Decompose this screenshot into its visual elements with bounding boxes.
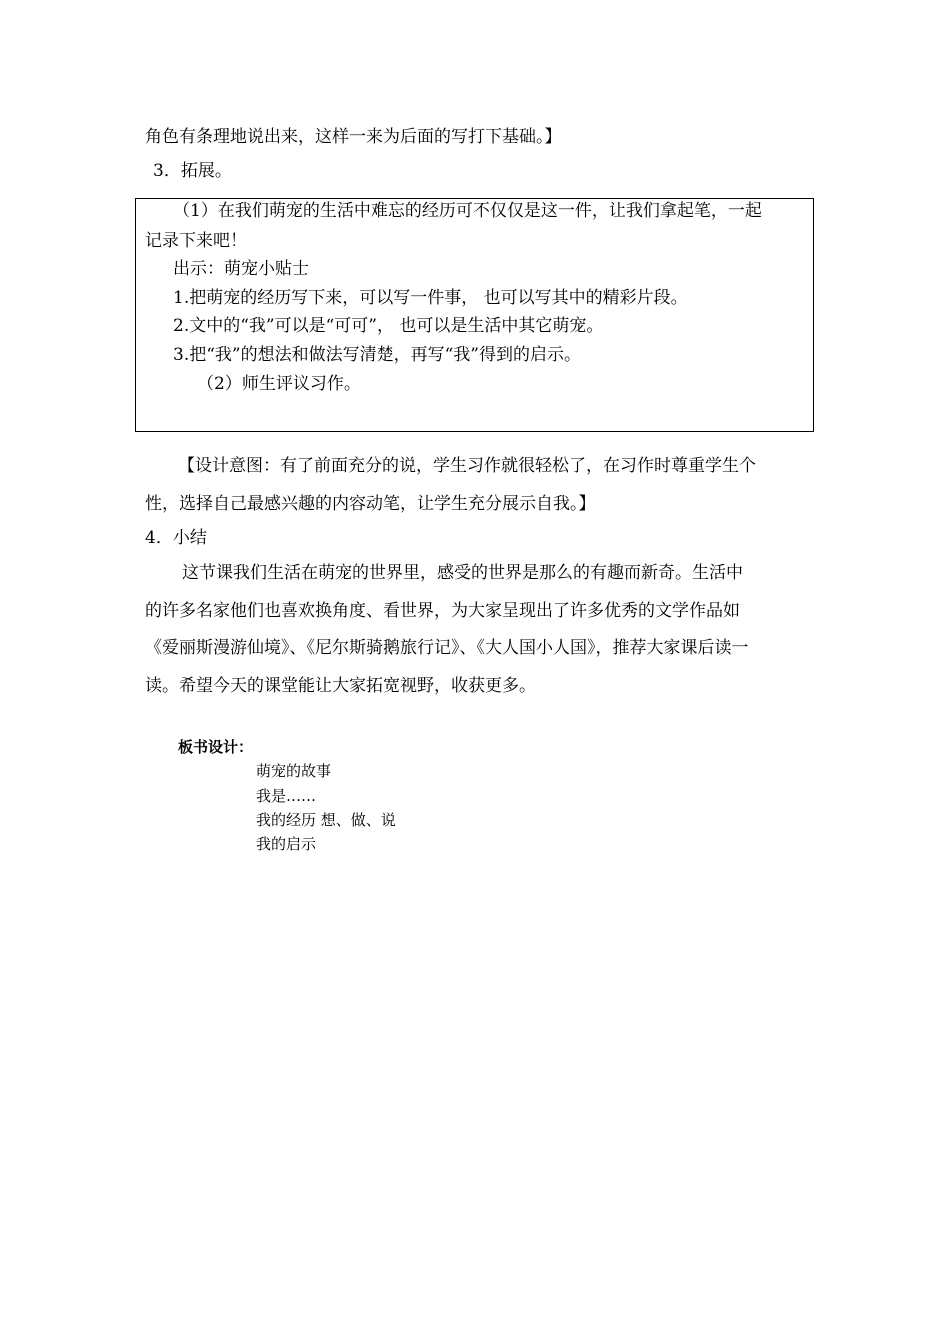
box-para1-line2: 记录下来吧！ — [145, 231, 247, 251]
box-tips-title: 出示：萌宠小贴士 — [173, 259, 309, 279]
box-tip-2: 2.文中的“我”可以是“可可”， 也可以是生活中其它萌宠。 — [173, 316, 604, 336]
box-tip-3: 3.把“我”的想法和做法写清楚，再写“我”得到的启示。 — [173, 345, 581, 365]
board-design-item: 我的启示 — [256, 835, 317, 853]
box-para2: （2）师生评议习作。 — [197, 374, 361, 394]
board-design-item: 我的经历 想、做、说 — [256, 811, 396, 829]
board-design-item: 我是…… — [256, 787, 317, 805]
box-para1-line1: （1）在我们萌宠的生活中难忘的经历可不仅仅是这一件，让我们拿起笔，一起 — [173, 201, 762, 221]
summary-line4: 读。希望今天的课堂能让大家拓宽视野，收获更多。 — [145, 676, 536, 696]
step3-heading: 3．拓展。 — [153, 161, 232, 181]
summary-line1: 这节课我们生活在萌宠的世界里，感受的世界是那么的有趣而新奇。生活中 — [182, 563, 743, 583]
box-tip-1: 1.把萌宠的经历写下来，可以写一件事， 也可以写其中的精彩片段。 — [173, 288, 688, 308]
board-design-heading: 板书设计： — [178, 738, 254, 756]
design-intent-line1: 【设计意图：有了前面充分的说，学生习作就很轻松了，在习作时尊重学生个 — [178, 456, 756, 476]
summary-line3: 《爱丽斯漫游仙境》、《尼尔斯骑鹅旅行记》、《大人国小人国》，推荐大家课后读一 — [145, 638, 749, 658]
board-design-item: 萌宠的故事 — [256, 762, 332, 780]
summary-line2: 的许多名家他们也喜欢换角度、看世界，为大家呈现出了许多优秀的文学作品如 — [145, 601, 740, 621]
design-intent-line2: 性，选择自己最感兴趣的内容动笔，让学生充分展示自我。】 — [145, 494, 596, 514]
intro-line: 角色有条理地说出来，这样一来为后面的写打下基础。】 — [145, 127, 562, 147]
step4-heading: 4．小结 — [145, 528, 207, 548]
